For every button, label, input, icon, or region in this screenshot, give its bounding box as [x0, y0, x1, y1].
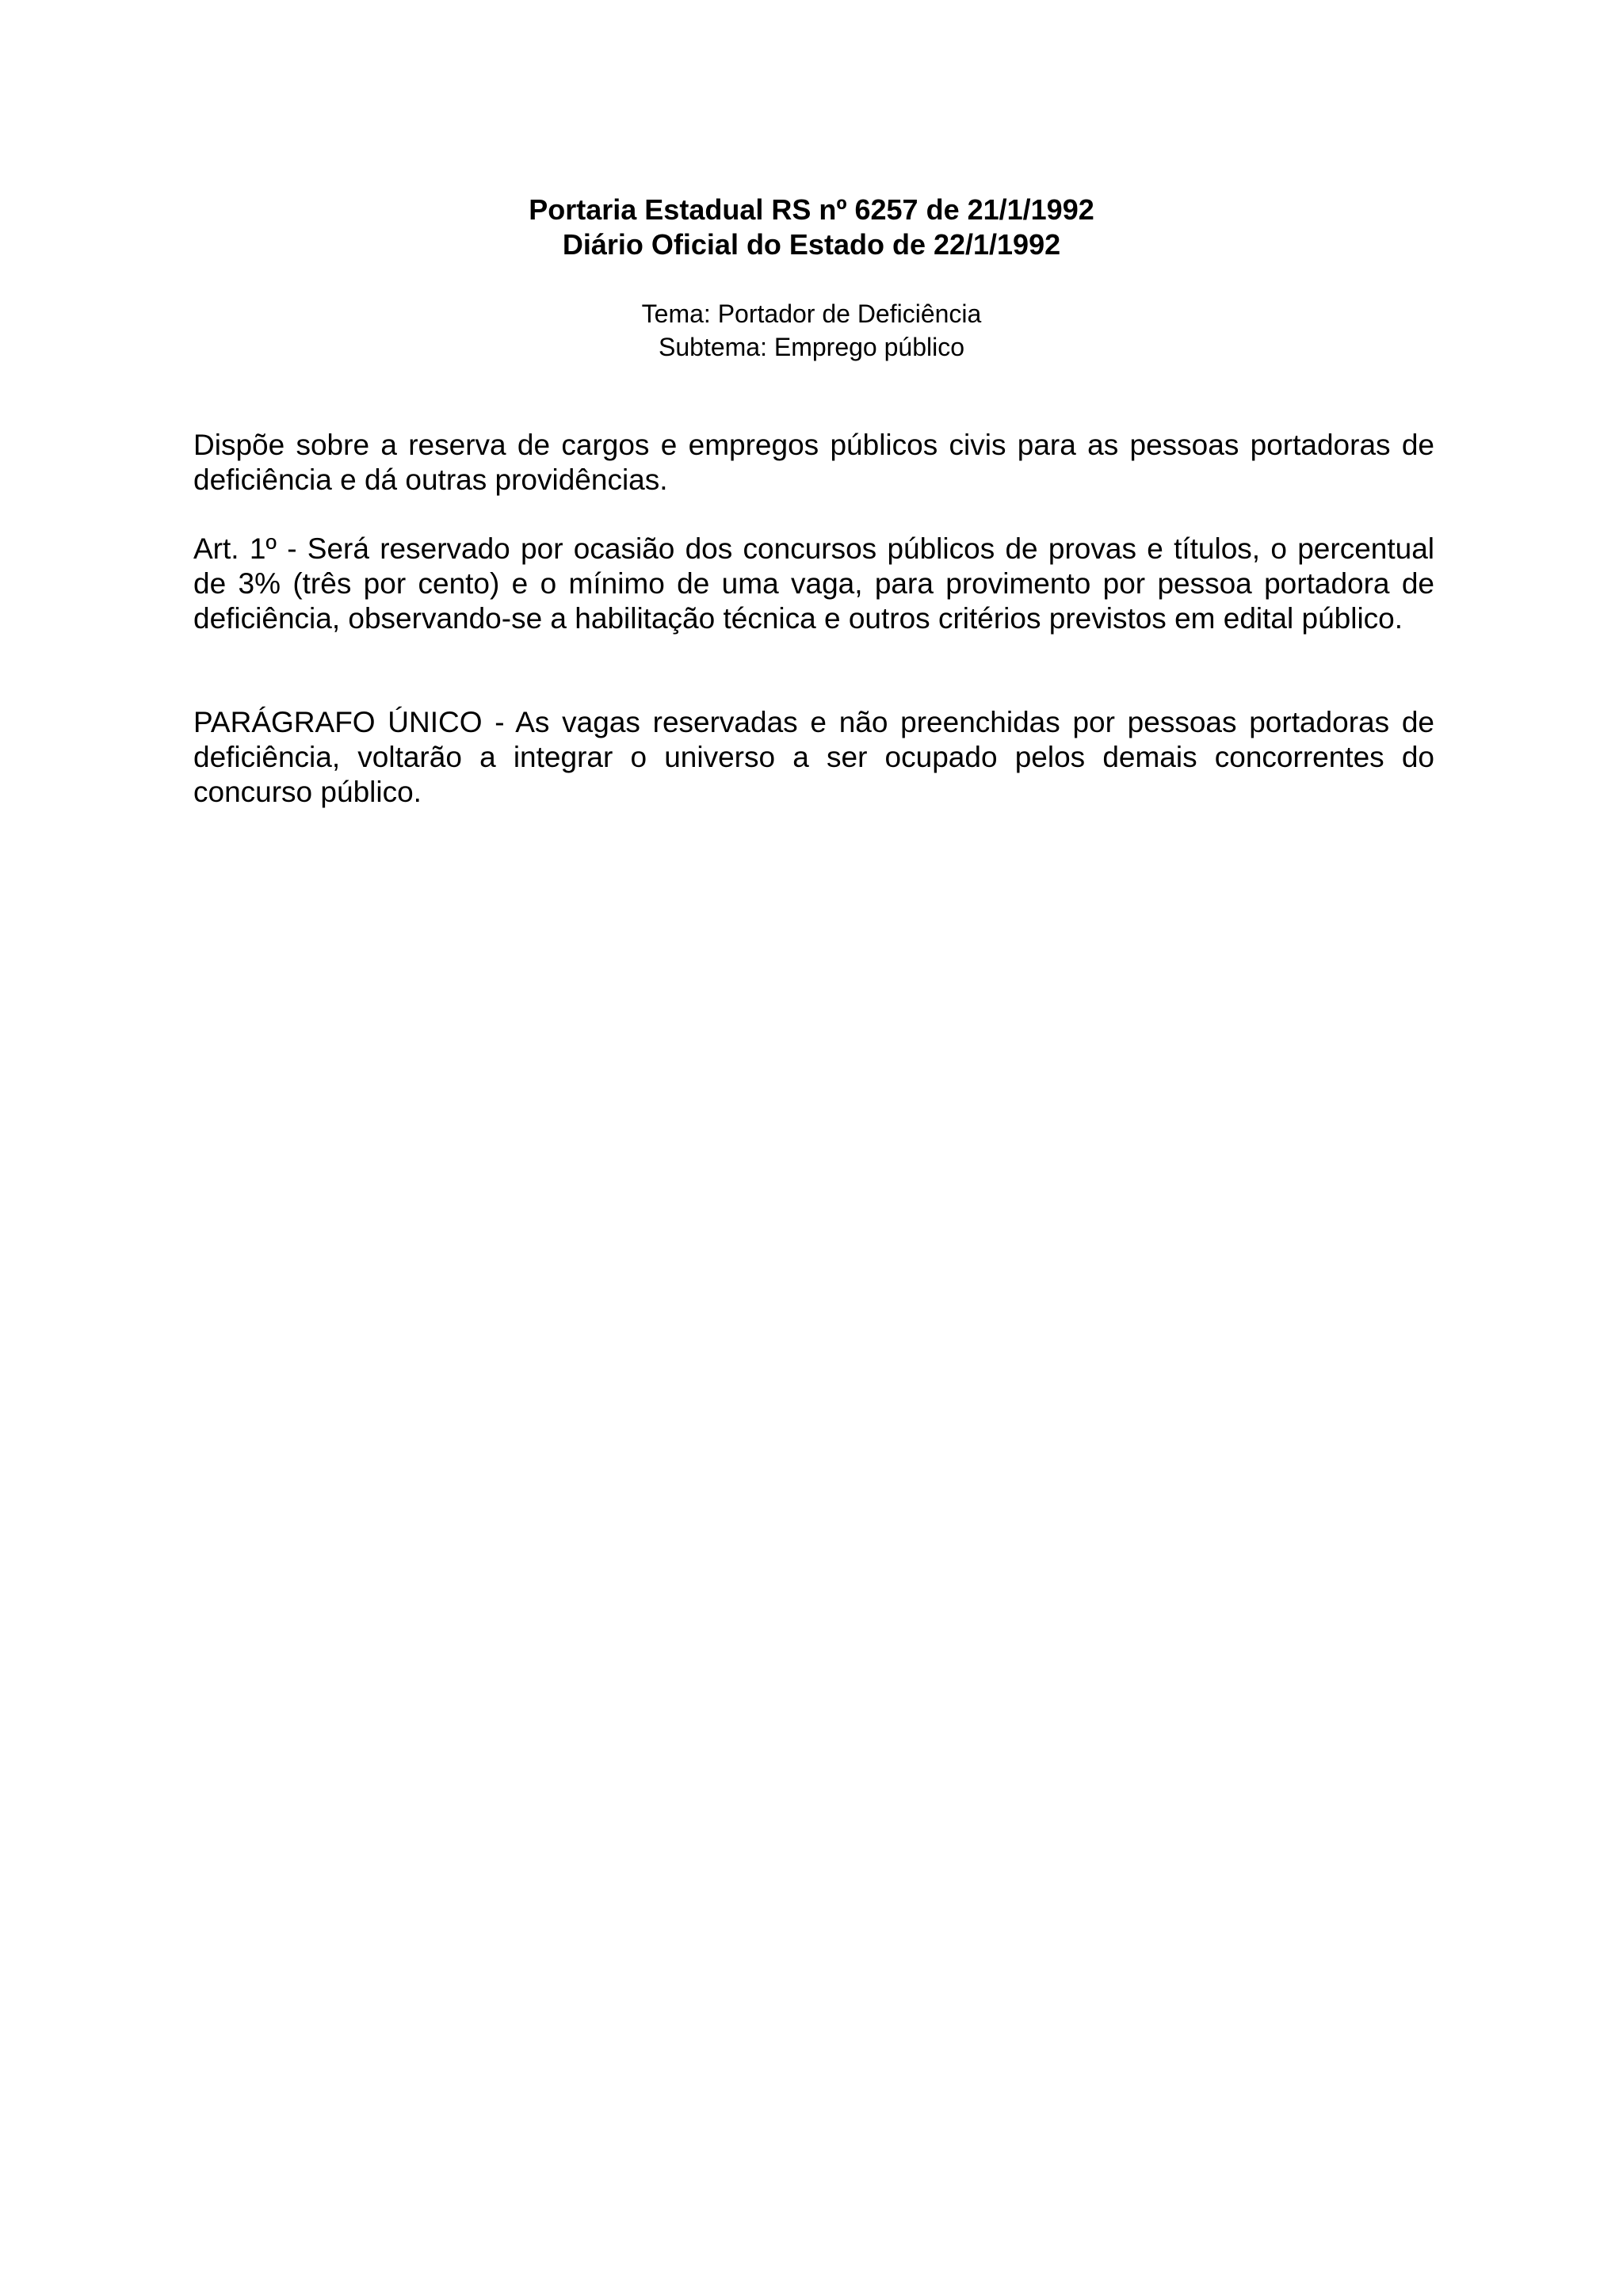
paragrafo-unico: PARÁGRAFO ÚNICO - As vagas reservadas e não preenchidas por pessoas portadoras de deficiência, voltarão a integrar o universo a ser ocupado pelos demais concorrentes do concurso público. [193, 706, 1434, 808]
subtema-line: Subtema: Emprego público [659, 333, 964, 361]
publication-line: Diário Oficial do Estado de 22/1/1992 [562, 228, 1061, 261]
document-title: Portaria Estadual RS nº 6257 de 21/1/1992 [529, 193, 1094, 226]
tema-line: Tema: Portador de Deficiência [641, 299, 982, 328]
document-header [0, 193, 1623, 262]
topic-block [0, 297, 1623, 364]
summary-paragraph: Dispõe sobre a reserva de cargos e empregos públicos civis para as pessoas portadoras de deficiência e dá outras providências. [193, 429, 1434, 496]
article-1-paragraph: Art. 1º - Será reservado por ocasião dos concursos públicos de provas e títulos, o percentual de 3% (três por cento) e o mínimo de uma vaga, para provimento por pessoa portadora de deficiência, observando-se a habilitação técnica e outros critérios previstos em edital público. [193, 532, 1434, 635]
